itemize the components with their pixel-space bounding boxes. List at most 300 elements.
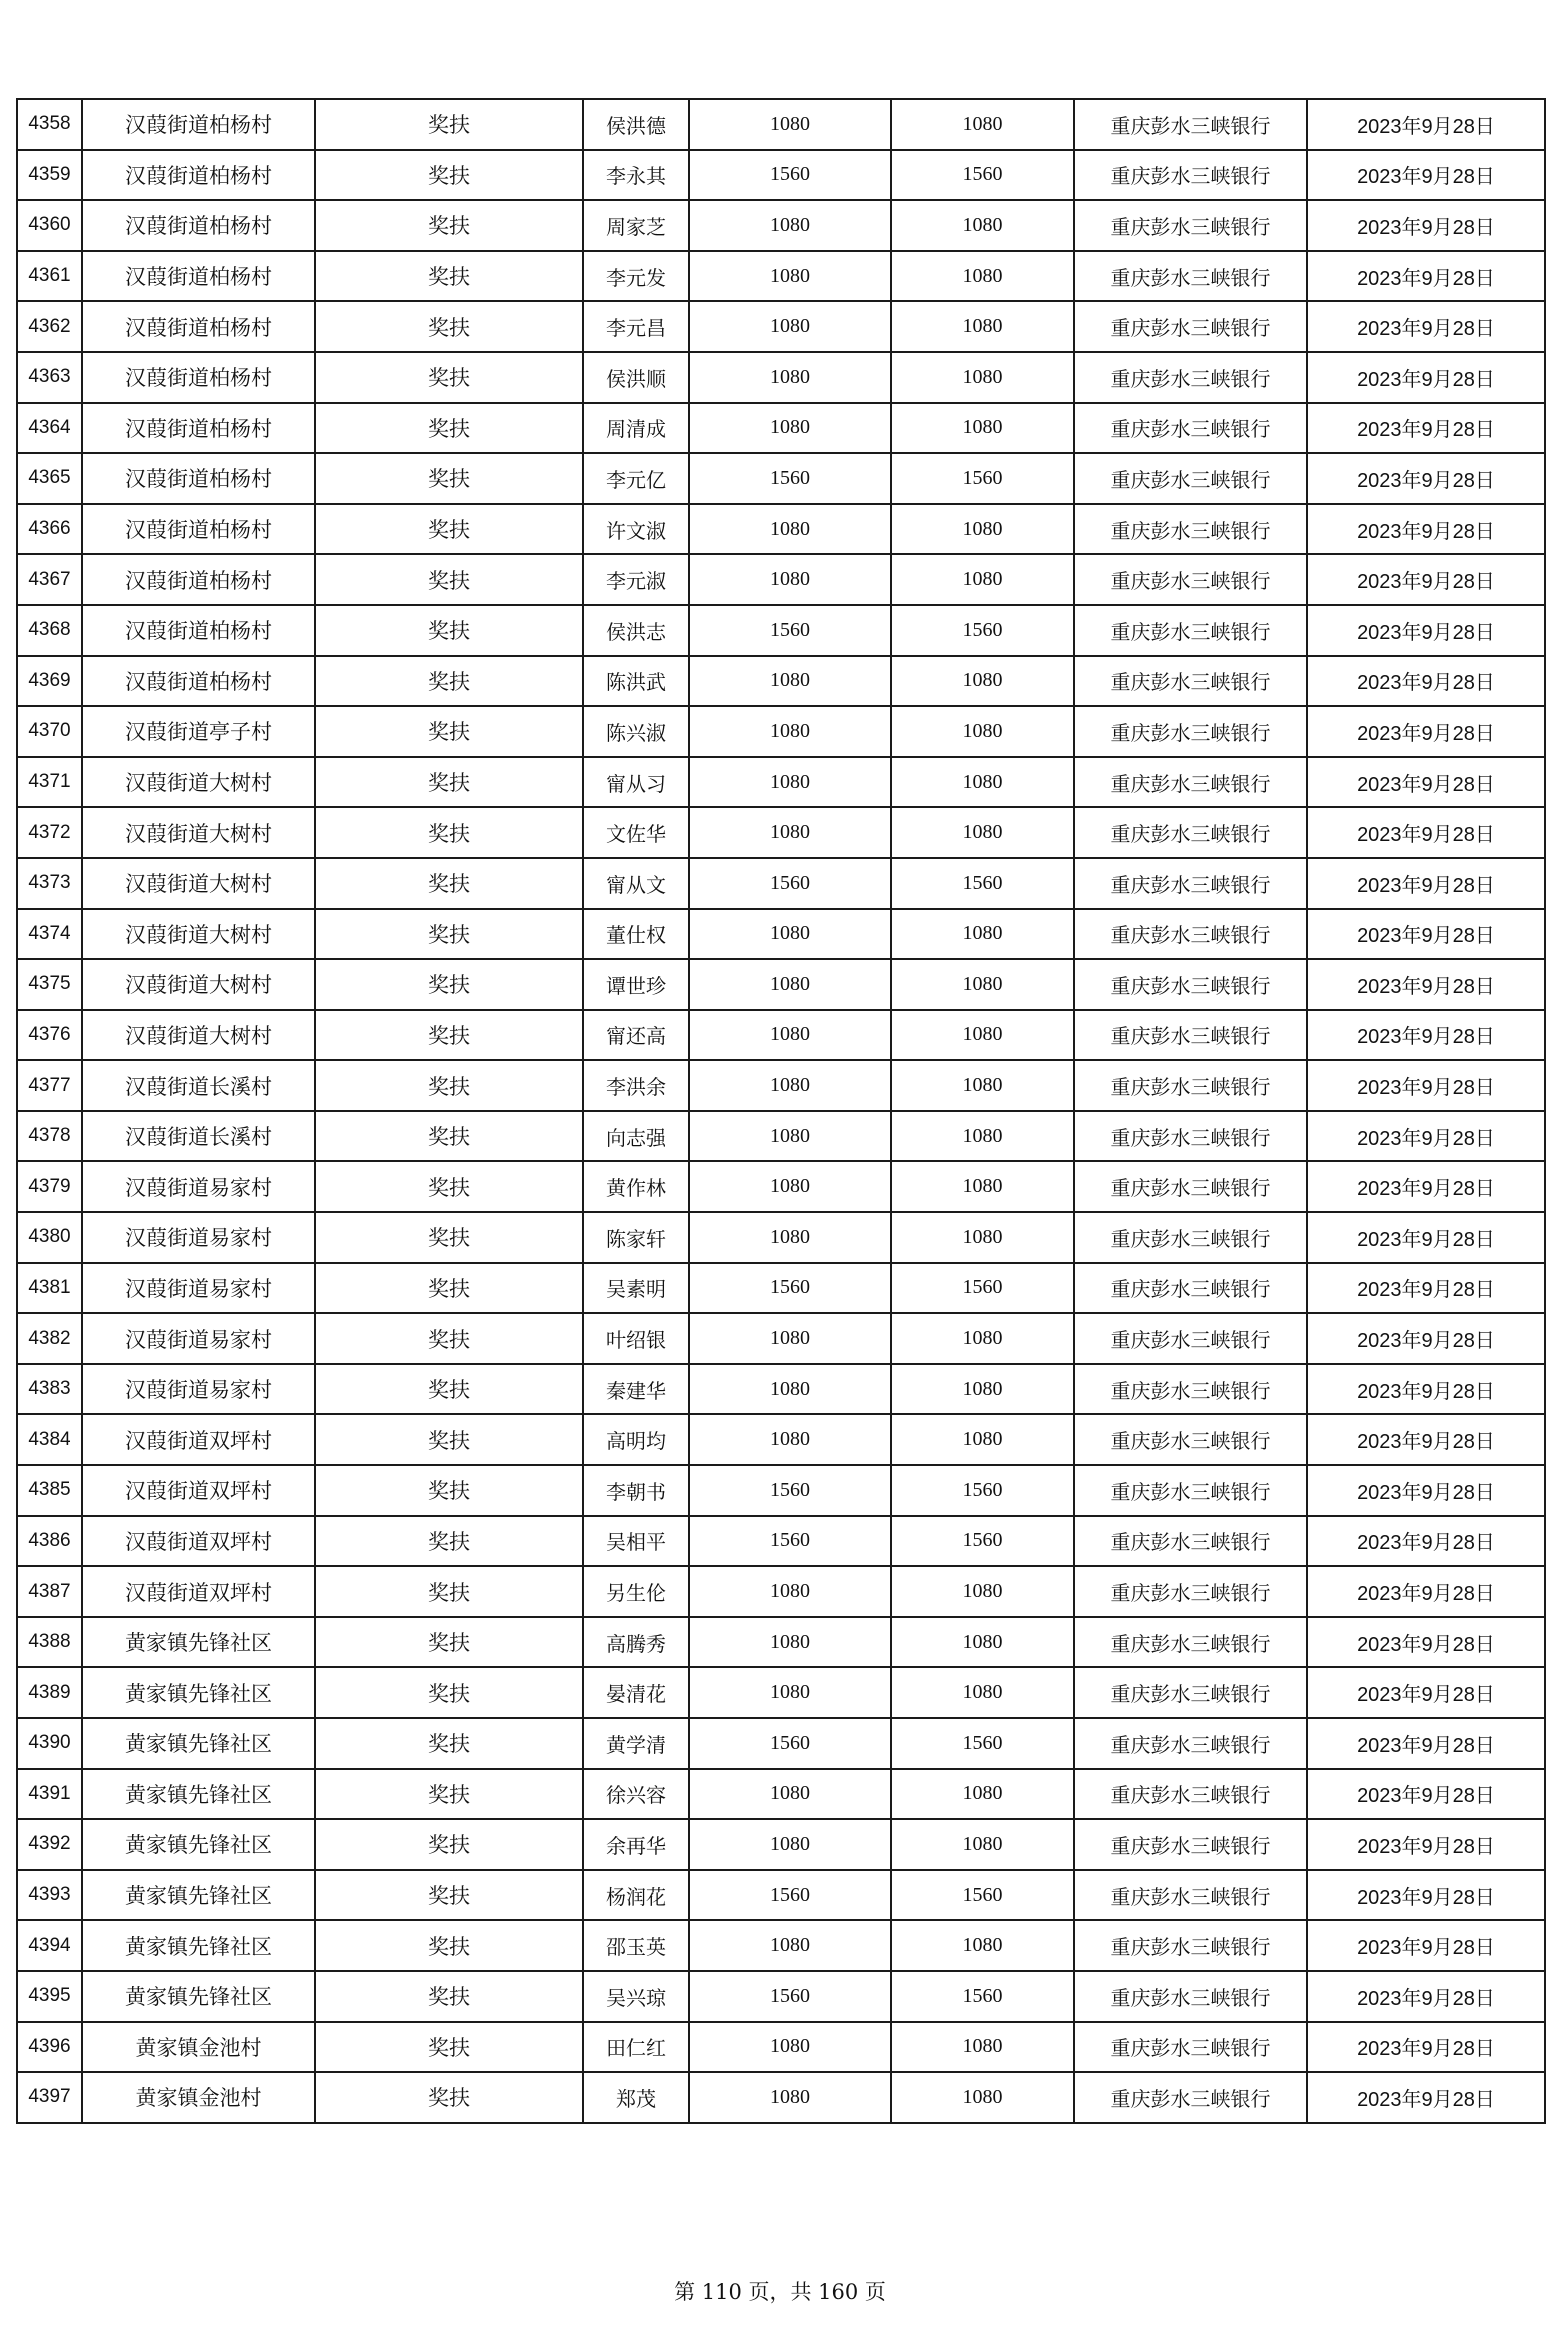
bank-name: 重庆彭水三峡银行 [1074,757,1307,808]
bank-name: 重庆彭水三峡银行 [1074,453,1307,504]
amount-due: 1080 [689,352,891,403]
village-name: 汉葭街道易家村 [82,1313,315,1364]
amount-due: 1080 [689,504,891,555]
bank-name: 重庆彭水三峡银行 [1074,807,1307,858]
recipient-name: 许文淑 [583,504,689,555]
table-row [17,1313,1545,1364]
subsidy-type: 奖扶 [315,2022,583,2073]
bank-name: 重庆彭水三峡银行 [1074,1060,1307,1111]
recipient-name: 李洪余 [583,1060,689,1111]
subsidy-type: 奖扶 [315,757,583,808]
bank-name: 重庆彭水三峡银行 [1074,352,1307,403]
recipient-name: 吴相平 [583,1516,689,1567]
amount-paid: 1080 [891,656,1074,707]
recipient-name: 田仁红 [583,2022,689,2073]
amount-due: 1080 [689,1111,891,1162]
record-number: 4381 [17,1263,82,1314]
amount-due: 1080 [689,1364,891,1415]
amount-paid: 1080 [891,1617,1074,1668]
payment-date: 2023年9月28日 [1307,150,1545,201]
recipient-name: 李永其 [583,150,689,201]
amount-due: 1080 [689,1010,891,1061]
subsidy-type: 奖扶 [315,1667,583,1718]
record-number: 4390 [17,1718,82,1769]
amount-paid: 1080 [891,909,1074,960]
payment-date: 2023年9月28日 [1307,1161,1545,1212]
bank-name: 重庆彭水三峡银行 [1074,1920,1307,1971]
bank-name: 重庆彭水三峡银行 [1074,554,1307,605]
recipient-name: 邵玉英 [583,1920,689,1971]
subsidy-type: 奖扶 [315,1819,583,1870]
amount-paid: 1560 [891,605,1074,656]
recipient-name: 侯洪顺 [583,352,689,403]
record-number: 4385 [17,1465,82,1516]
bank-name: 重庆彭水三峡银行 [1074,200,1307,251]
payment-date: 2023年9月28日 [1307,1769,1545,1820]
village-name: 黄家镇先锋社区 [82,1971,315,2022]
table-row [17,554,1545,605]
payment-date: 2023年9月28日 [1307,1617,1545,1668]
amount-due: 1080 [689,1060,891,1111]
recipient-name: 杨润花 [583,1870,689,1921]
recipient-name: 另生伦 [583,1566,689,1617]
table-row [17,1010,1545,1061]
subsidy-type: 奖扶 [315,1060,583,1111]
subsidy-type: 奖扶 [315,1718,583,1769]
amount-paid: 1560 [891,858,1074,909]
recipient-name: 黄学清 [583,1718,689,1769]
amount-due: 1080 [689,1161,891,1212]
village-name: 汉葭街道柏杨村 [82,554,315,605]
recipient-name: 李元淑 [583,554,689,605]
amount-paid: 1080 [891,1161,1074,1212]
subsidy-type: 奖扶 [315,1920,583,1971]
payment-date: 2023年9月28日 [1307,504,1545,555]
bank-name: 重庆彭水三峡银行 [1074,1364,1307,1415]
bank-name: 重庆彭水三峡银行 [1074,1010,1307,1061]
amount-due: 1080 [689,757,891,808]
table-row [17,1667,1545,1718]
record-number: 4374 [17,909,82,960]
bank-name: 重庆彭水三峡银行 [1074,1617,1307,1668]
subsidy-type: 奖扶 [315,251,583,302]
bank-name: 重庆彭水三峡银行 [1074,1161,1307,1212]
village-name: 汉葭街道双坪村 [82,1414,315,1465]
subsidy-type: 奖扶 [315,1769,583,1820]
payment-date: 2023年9月28日 [1307,909,1545,960]
table-row [17,1870,1545,1921]
payment-date: 2023年9月28日 [1307,706,1545,757]
bank-name: 重庆彭水三峡银行 [1074,1971,1307,2022]
record-number: 4369 [17,656,82,707]
village-name: 汉葭街道双坪村 [82,1465,315,1516]
payment-date: 2023年9月28日 [1307,2022,1545,2073]
bank-name: 重庆彭水三峡银行 [1074,403,1307,454]
payment-date: 2023年9月28日 [1307,1060,1545,1111]
subsidy-type: 奖扶 [315,1414,583,1465]
payment-date: 2023年9月28日 [1307,1971,1545,2022]
table-row [17,453,1545,504]
village-name: 汉葭街道大树村 [82,909,315,960]
payment-date: 2023年9月28日 [1307,605,1545,656]
payment-date: 2023年9月28日 [1307,1212,1545,1263]
village-name: 黄家镇先锋社区 [82,1667,315,1718]
table-row [17,251,1545,302]
recipient-name: 李元亿 [583,453,689,504]
bank-name: 重庆彭水三峡银行 [1074,504,1307,555]
village-name: 汉葭街道易家村 [82,1263,315,1314]
subsidy-type: 奖扶 [315,301,583,352]
recipient-name: 吴兴琼 [583,1971,689,2022]
subsidy-type: 奖扶 [315,1971,583,2022]
village-name: 汉葭街道柏杨村 [82,504,315,555]
payment-date: 2023年9月28日 [1307,200,1545,251]
village-name: 黄家镇先锋社区 [82,1870,315,1921]
amount-due: 1080 [689,807,891,858]
bank-name: 重庆彭水三峡银行 [1074,959,1307,1010]
amount-paid: 1080 [891,200,1074,251]
village-name: 黄家镇先锋社区 [82,1718,315,1769]
amount-paid: 1080 [891,1920,1074,1971]
amount-due: 1080 [689,1920,891,1971]
payment-date: 2023年9月28日 [1307,251,1545,302]
amount-due: 1560 [689,1516,891,1567]
amount-due: 1080 [689,706,891,757]
table-row [17,403,1545,454]
table-row [17,1718,1545,1769]
payment-date: 2023年9月28日 [1307,1313,1545,1364]
record-number: 4363 [17,352,82,403]
amount-due: 1080 [689,1667,891,1718]
recipient-name: 侯洪德 [583,99,689,150]
bank-name: 重庆彭水三峡银行 [1074,858,1307,909]
amount-due: 1080 [689,959,891,1010]
table-row [17,1212,1545,1263]
village-name: 汉葭街道柏杨村 [82,251,315,302]
payment-date: 2023年9月28日 [1307,1364,1545,1415]
amount-due: 1080 [689,2072,891,2123]
record-number: 4367 [17,554,82,605]
amount-due: 1560 [689,1971,891,2022]
amount-due: 1560 [689,453,891,504]
record-number: 4379 [17,1161,82,1212]
bank-name: 重庆彭水三峡银行 [1074,656,1307,707]
village-name: 汉葭街道长溪村 [82,1060,315,1111]
record-number: 4397 [17,2072,82,2123]
payment-date: 2023年9月28日 [1307,1414,1545,1465]
subsidy-type: 奖扶 [315,150,583,201]
amount-paid: 1080 [891,757,1074,808]
table-row [17,352,1545,403]
recipient-name: 李元昌 [583,301,689,352]
table-row [17,1364,1545,1415]
amount-due: 1080 [689,656,891,707]
table-row [17,909,1545,960]
amount-due: 1560 [689,858,891,909]
amount-paid: 1080 [891,1313,1074,1364]
payment-date: 2023年9月28日 [1307,1819,1545,1870]
recipient-name: 周清成 [583,403,689,454]
table-row [17,1414,1545,1465]
page-footer: 第 110 页，共 160 页 [674,2280,886,2304]
subsidy-type: 奖扶 [315,1870,583,1921]
amount-paid: 1560 [891,1263,1074,1314]
bank-name: 重庆彭水三峡银行 [1074,1111,1307,1162]
amount-paid: 1560 [891,1465,1074,1516]
payment-date: 2023年9月28日 [1307,453,1545,504]
amount-paid: 1080 [891,1364,1074,1415]
subsidy-type: 奖扶 [315,200,583,251]
table-row [17,504,1545,555]
subsidy-type: 奖扶 [315,1212,583,1263]
recipient-name: 谭世珍 [583,959,689,1010]
record-number: 4384 [17,1414,82,1465]
payment-date: 2023年9月28日 [1307,1667,1545,1718]
amount-due: 1560 [689,1263,891,1314]
record-number: 4392 [17,1819,82,1870]
village-name: 汉葭街道长溪村 [82,1111,315,1162]
table-row [17,706,1545,757]
table-row [17,2072,1545,2123]
bank-name: 重庆彭水三峡银行 [1074,2072,1307,2123]
payment-date: 2023年9月28日 [1307,1870,1545,1921]
amount-due: 1080 [689,1212,891,1263]
recipient-name: 李朝书 [583,1465,689,1516]
table-row [17,1971,1545,2022]
payment-date: 2023年9月28日 [1307,1111,1545,1162]
subsidy-type: 奖扶 [315,807,583,858]
bank-name: 重庆彭水三峡银行 [1074,1263,1307,1314]
payment-date: 2023年9月28日 [1307,757,1545,808]
amount-paid: 1080 [891,1010,1074,1061]
record-number: 4393 [17,1870,82,1921]
amount-paid: 1080 [891,1111,1074,1162]
table-row [17,1566,1545,1617]
amount-due: 1080 [689,301,891,352]
bank-name: 重庆彭水三峡银行 [1074,2022,1307,2073]
table-row [17,1819,1545,1870]
subsidy-type: 奖扶 [315,909,583,960]
table-row [17,1111,1545,1162]
table-row [17,1617,1545,1668]
amount-paid: 1080 [891,1769,1074,1820]
record-number: 4380 [17,1212,82,1263]
amount-paid: 1080 [891,1060,1074,1111]
table-row [17,1263,1545,1314]
subsidy-type: 奖扶 [315,554,583,605]
table-row [17,2022,1545,2073]
record-number: 4368 [17,605,82,656]
amount-paid: 1080 [891,1566,1074,1617]
subsidy-type: 奖扶 [315,959,583,1010]
record-number: 4383 [17,1364,82,1415]
bank-name: 重庆彭水三峡银行 [1074,1414,1307,1465]
subsidy-type: 奖扶 [315,1617,583,1668]
amount-paid: 1080 [891,2072,1074,2123]
payment-date: 2023年9月28日 [1307,2072,1545,2123]
record-number: 4365 [17,453,82,504]
village-name: 汉葭街道柏杨村 [82,150,315,201]
subsidy-type: 奖扶 [315,1364,583,1415]
amount-paid: 1080 [891,807,1074,858]
village-name: 黄家镇先锋社区 [82,1617,315,1668]
table-row [17,656,1545,707]
village-name: 汉葭街道双坪村 [82,1516,315,1567]
amount-paid: 1080 [891,959,1074,1010]
recipient-name: 文佐华 [583,807,689,858]
record-number: 4366 [17,504,82,555]
table-row [17,1920,1545,1971]
amount-paid: 1560 [891,1516,1074,1567]
amount-due: 1560 [689,1870,891,1921]
village-name: 黄家镇金池村 [82,2072,315,2123]
table-row [17,858,1545,909]
bank-name: 重庆彭水三峡银行 [1074,605,1307,656]
recipient-name: 徐兴容 [583,1769,689,1820]
payment-date: 2023年9月28日 [1307,554,1545,605]
amount-due: 1080 [689,1819,891,1870]
amount-paid: 1560 [891,1870,1074,1921]
amount-paid: 1560 [891,150,1074,201]
amount-due: 1080 [689,1769,891,1820]
recipient-name: 高腾秀 [583,1617,689,1668]
table-row [17,1161,1545,1212]
amount-paid: 1080 [891,1819,1074,1870]
recipient-name: 陈兴淑 [583,706,689,757]
village-name: 汉葭街道亭子村 [82,706,315,757]
payment-date: 2023年9月28日 [1307,1263,1545,1314]
payment-date: 2023年9月28日 [1307,403,1545,454]
payment-date: 2023年9月28日 [1307,807,1545,858]
record-number: 4358 [17,99,82,150]
amount-due: 1080 [689,2022,891,2073]
amount-paid: 1080 [891,1212,1074,1263]
amount-due: 1080 [689,1313,891,1364]
village-name: 汉葭街道柏杨村 [82,352,315,403]
recipient-name: 向志强 [583,1111,689,1162]
subsidy-type: 奖扶 [315,1263,583,1314]
subsidy-type: 奖扶 [315,1465,583,1516]
payment-date: 2023年9月28日 [1307,1718,1545,1769]
records-table-body [17,99,1545,2123]
payment-date: 2023年9月28日 [1307,99,1545,150]
village-name: 汉葭街道大树村 [82,807,315,858]
table-row [17,99,1545,150]
bank-name: 重庆彭水三峡银行 [1074,1212,1307,1263]
village-name: 汉葭街道大树村 [82,959,315,1010]
record-number: 4391 [17,1769,82,1820]
bank-name: 重庆彭水三峡银行 [1074,706,1307,757]
payment-date: 2023年9月28日 [1307,858,1545,909]
recipient-name: 侯洪志 [583,605,689,656]
subsidy-type: 奖扶 [315,1516,583,1567]
table-row [17,959,1545,1010]
amount-paid: 1080 [891,1414,1074,1465]
amount-due: 1080 [689,554,891,605]
bank-name: 重庆彭水三峡银行 [1074,150,1307,201]
record-number: 4389 [17,1667,82,1718]
recipient-name: 黄作林 [583,1161,689,1212]
amount-paid: 1080 [891,554,1074,605]
village-name: 汉葭街道柏杨村 [82,301,315,352]
village-name: 黄家镇金池村 [82,2022,315,2073]
village-name: 汉葭街道双坪村 [82,1566,315,1617]
amount-due: 1560 [689,605,891,656]
amount-due: 1080 [689,1414,891,1465]
recipient-name: 陈家轩 [583,1212,689,1263]
subsidy-type: 奖扶 [315,504,583,555]
recipient-name: 董仕权 [583,909,689,960]
amount-paid: 1560 [891,1971,1074,2022]
bank-name: 重庆彭水三峡银行 [1074,1870,1307,1921]
table-row [17,1060,1545,1111]
village-name: 汉葭街道柏杨村 [82,403,315,454]
subsidy-type: 奖扶 [315,1313,583,1364]
recipient-name: 吴素明 [583,1263,689,1314]
record-number: 4386 [17,1516,82,1567]
amount-due: 1080 [689,909,891,960]
record-number: 4395 [17,1971,82,2022]
recipient-name: 余再华 [583,1819,689,1870]
payment-date: 2023年9月28日 [1307,1010,1545,1061]
subsidy-type: 奖扶 [315,858,583,909]
record-number: 4372 [17,807,82,858]
subsidy-type: 奖扶 [315,403,583,454]
village-name: 汉葭街道柏杨村 [82,605,315,656]
table-row [17,1769,1545,1820]
table-row [17,605,1545,656]
subsidy-type: 奖扶 [315,1010,583,1061]
payment-date: 2023年9月28日 [1307,301,1545,352]
recipient-name: 陈洪武 [583,656,689,707]
record-number: 4377 [17,1060,82,1111]
amount-paid: 1080 [891,2022,1074,2073]
subsidy-type: 奖扶 [315,453,583,504]
table-row [17,1516,1545,1567]
recipient-name: 秦建华 [583,1364,689,1415]
amount-due: 1080 [689,200,891,251]
amount-paid: 1080 [891,504,1074,555]
village-name: 黄家镇先锋社区 [82,1819,315,1870]
recipient-name: 晏清花 [583,1667,689,1718]
amount-paid: 1080 [891,706,1074,757]
record-number: 4378 [17,1111,82,1162]
record-number: 4359 [17,150,82,201]
subsidy-type: 奖扶 [315,2072,583,2123]
payment-date: 2023年9月28日 [1307,352,1545,403]
recipient-name: 甯还高 [583,1010,689,1061]
amount-due: 1080 [689,1617,891,1668]
amount-paid: 1080 [891,99,1074,150]
bank-name: 重庆彭水三峡银行 [1074,1465,1307,1516]
record-number: 4360 [17,200,82,251]
record-number: 4371 [17,757,82,808]
bank-name: 重庆彭水三峡银行 [1074,99,1307,150]
recipient-name: 甯从习 [583,757,689,808]
table-row [17,757,1545,808]
recipient-name: 高明均 [583,1414,689,1465]
bank-name: 重庆彭水三峡银行 [1074,301,1307,352]
payment-date: 2023年9月28日 [1307,1465,1545,1516]
village-name: 汉葭街道易家村 [82,1161,315,1212]
record-number: 4396 [17,2022,82,2073]
record-number: 4361 [17,251,82,302]
amount-due: 1080 [689,99,891,150]
amount-due: 1560 [689,1718,891,1769]
bank-name: 重庆彭水三峡银行 [1074,1769,1307,1820]
payment-date: 2023年9月28日 [1307,1566,1545,1617]
village-name: 汉葭街道柏杨村 [82,656,315,707]
